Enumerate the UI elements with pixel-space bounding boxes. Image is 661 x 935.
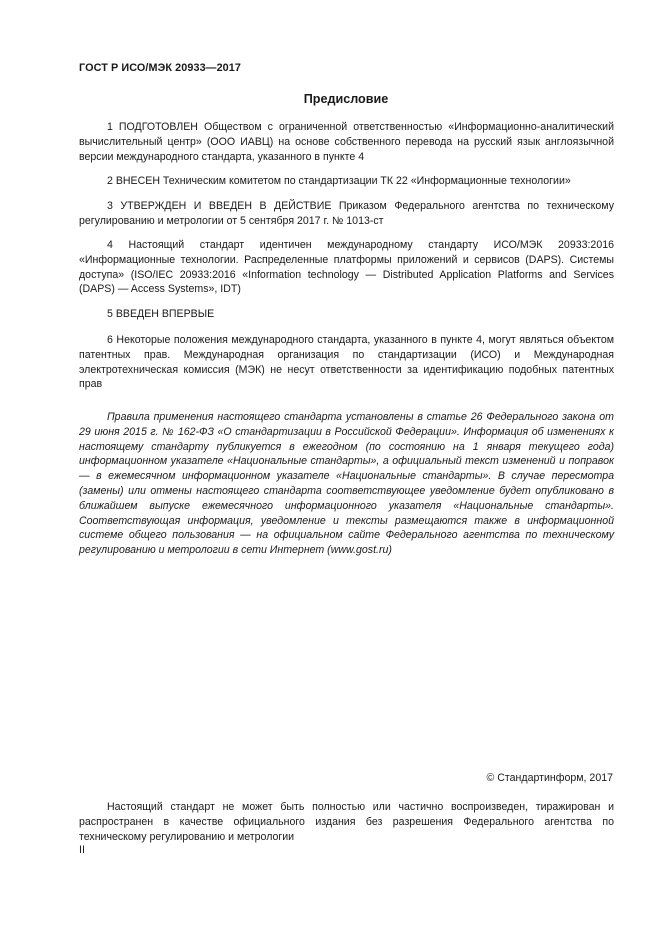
- page-number: II: [79, 844, 85, 856]
- reproduction-notice: Настоящий стандарт не может быть полностью или частично воспроизведен, тиражирован и распространен в качестве официального издания без разрешения Федерального агентства по техническому регулированию и метрологии: [79, 801, 614, 843]
- foreword-title: Предисловие: [303, 92, 389, 106]
- foreword-paragraph-2: 2 ВНЕСЕН Техническим комитетом по стандартизации ТК 22 «Информационные технологии»: [107, 175, 571, 187]
- foreword-paragraph-1: 1 ПОДГОТОВЛЕН Обществом с ограниченной ответственностью «Информационно-аналитический вычислительный центр» (ООО ИАВЦ) на основе собственного перевода на русский язык англоязычной версии международного стандарта, указанного в пункте 4: [79, 121, 614, 163]
- foreword-paragraph-5: 5 ВВЕДЕН ВПЕРВЫЕ: [107, 308, 215, 320]
- foreword-paragraph-3: 3 УТВЕРЖДЕН И ВВЕДЕН В ДЕЙСТВИЕ Приказом Федерального агентства по техническому регулированию и метрологии от 5 сентября 2017 г. № 1013-ст: [79, 200, 614, 227]
- copyright-line: © Стандартинформ, 2017: [486, 772, 613, 784]
- standard-code-header: ГОСТ Р ИСО/МЭК 20933—2017: [79, 62, 241, 74]
- foreword-paragraph-6: 6 Некоторые положения международного стандарта, указанного в пункте 4, могут являться объектом патентных прав. Международная организация по стандартизации (ИСО) и Международная электротехническая комиссия (МЭК) не несут ответственности за идентификацию подобных патентных прав: [79, 334, 614, 391]
- rules-notice: Правила применения настоящего стандарта установлены в статье 26 Федерального закона от 29 июня 2015 г. № 162-ФЗ «О стандартизации в Российской Федерации». Информация об изменениях к настоящему стандарту публикуется в ежегодном (по состоянию на 1 января текущего года) информационном указателе «Национальные стандарты», а официальный текст изменений и поправок — в ежемесячном информационном указателе «Национальные стандарты». В случае пересмотра (замены) или отмены настоящего стандарта соответствующее уведомление будет опубликовано в ближайшем выпуске ежемесячного информационного указателя «Национальные стандарты». Соответствующая информация, уведомление и тексты размещаются также в информационной системе общего пользования — на официальном сайте Федерального агентства по техническому регулированию и метрологии в сети Интернет (www.gost.ru): [79, 411, 614, 557]
- foreword-paragraph-4: 4 Настоящий стандарт идентичен международному стандарту ИСО/МЭК 20933:2016 «Информационные технологии. Распределенные платформы приложений и сервисов (DAPS). Системы доступа» (ISO/IEC 20933:2016 «Information technology — Distributed Application Platforms and Services (DAPS) — Access Systems», IDT): [79, 239, 614, 296]
